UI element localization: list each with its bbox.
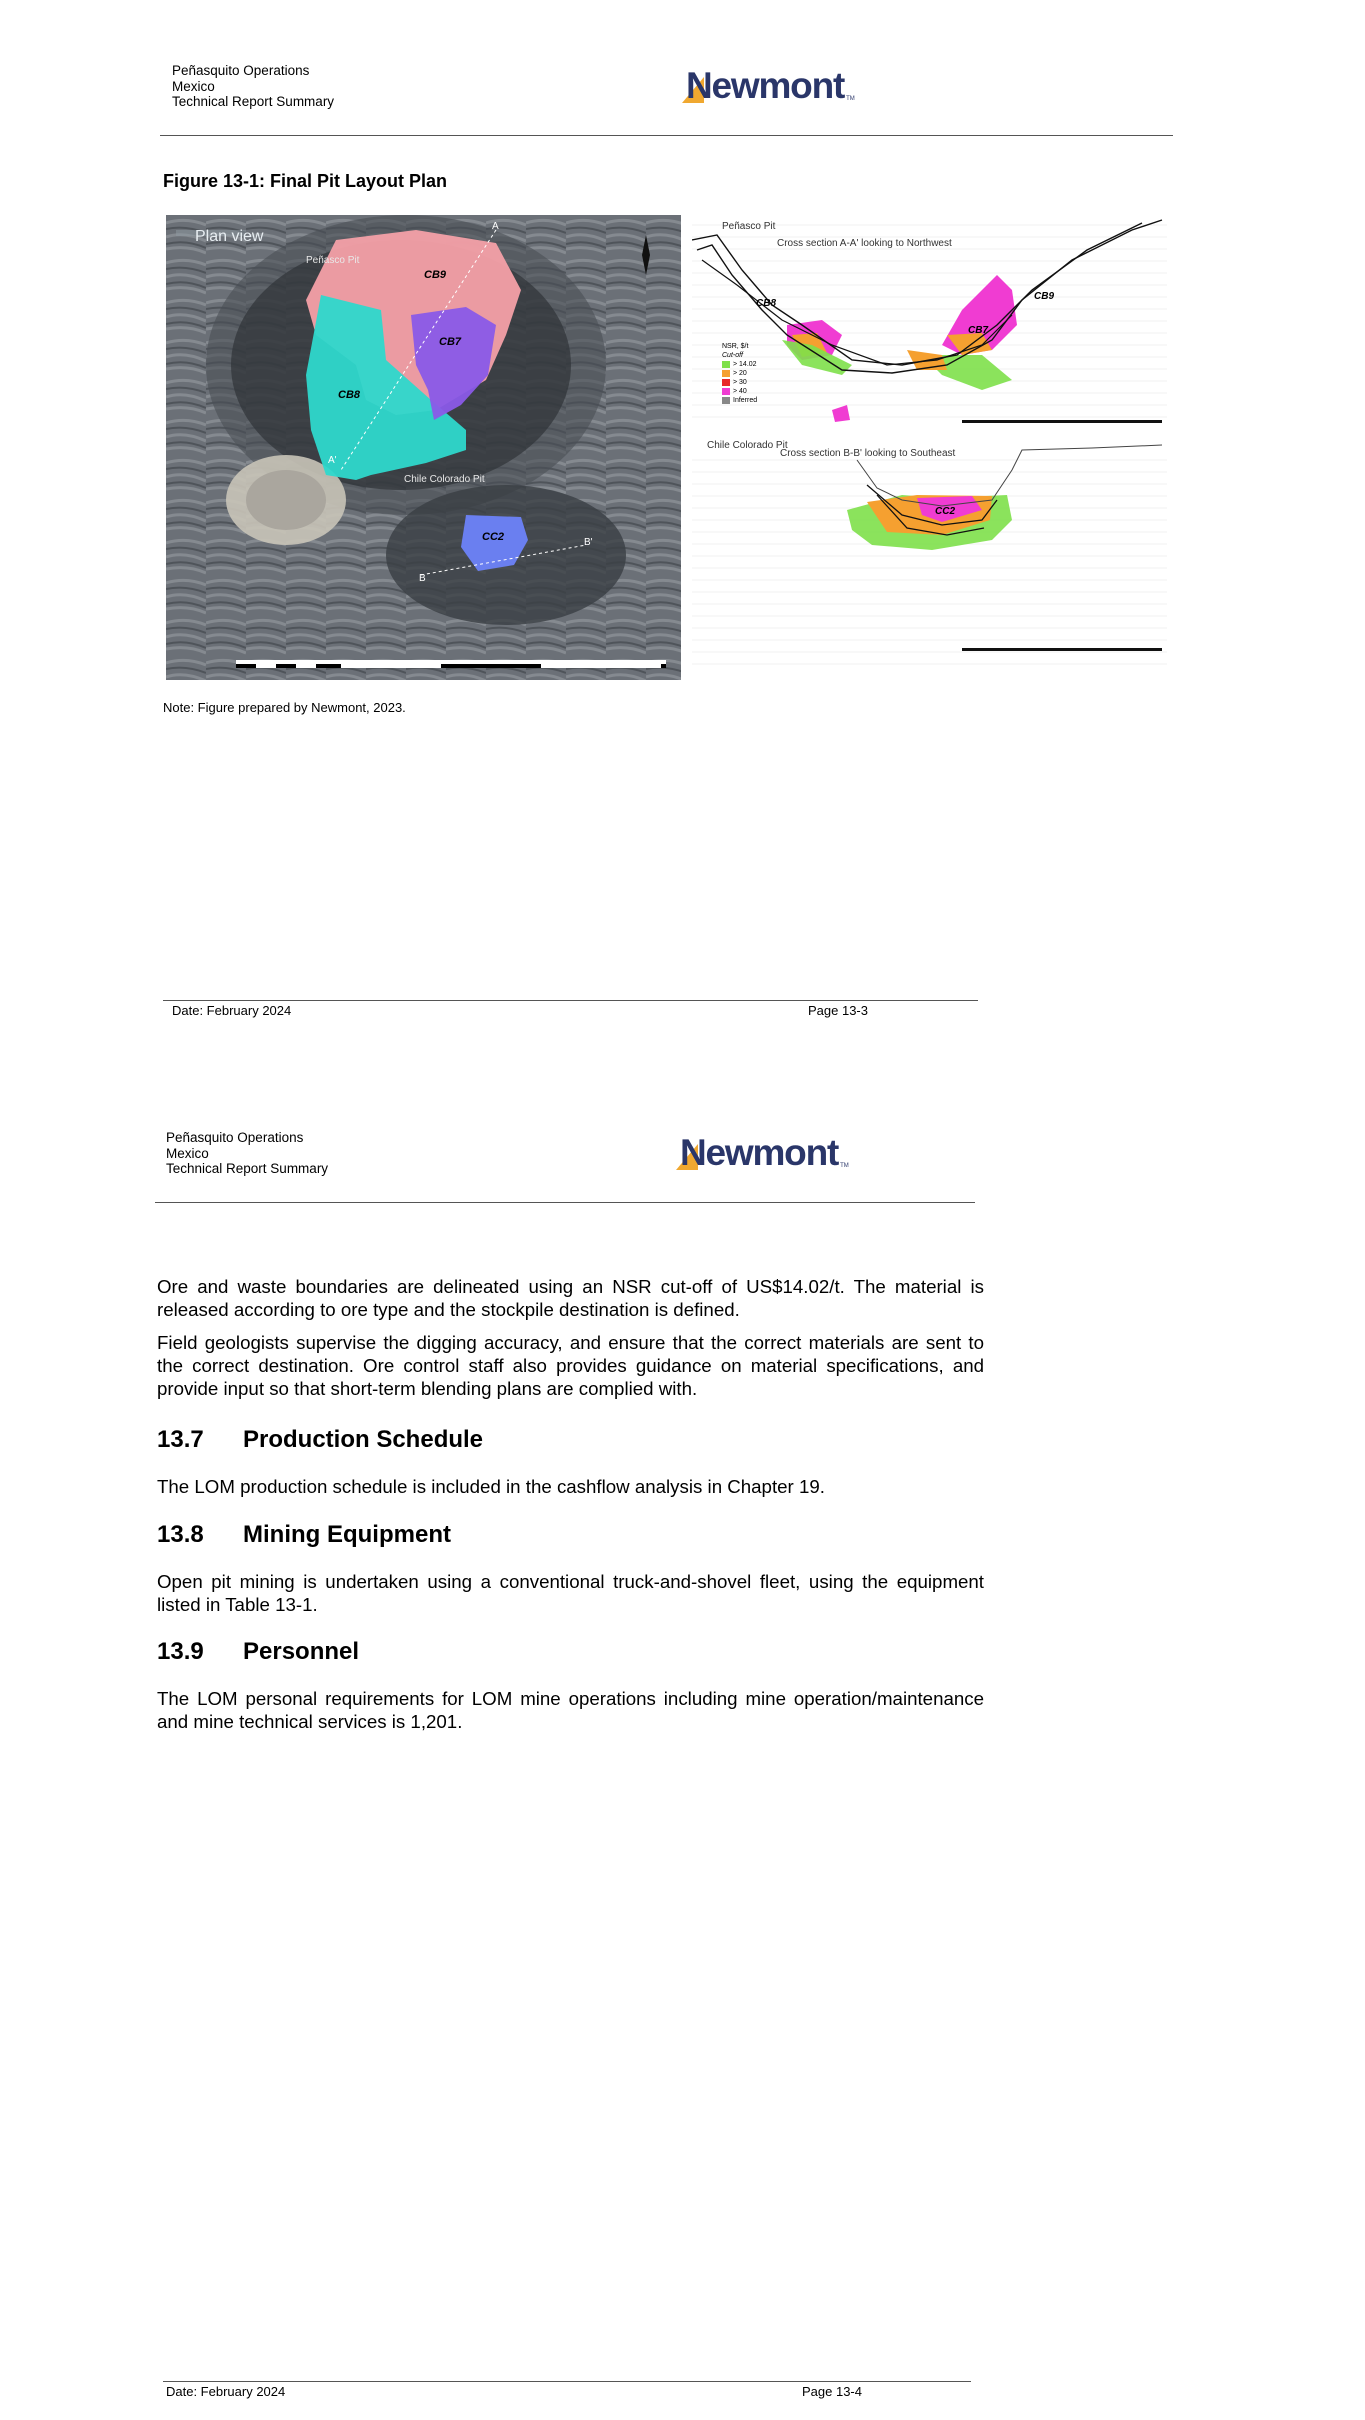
section-title: Mining Equipment — [243, 1521, 451, 1548]
section-aa-pit: Peñasco Pit — [722, 221, 776, 232]
header-doc-type: Technical Report Summary — [172, 94, 335, 109]
footer-page-number: Page 13-3 — [808, 1003, 868, 1018]
plan-label-b-right: B' — [584, 537, 593, 548]
newmont-logo — [682, 67, 855, 104]
plan-label-penasco: Peñasco Pit — [306, 255, 360, 266]
plan-label-b: B — [419, 573, 426, 584]
paragraph-personnel: The LOM personal requirements for LOM mine operations including mine operation/maintenance and mine technical services is 1,201. — [157, 1688, 984, 1732]
logo-wordmark: Newmont — [686, 65, 845, 106]
section-aa-cb8: CB8 — [756, 298, 777, 309]
legend-label: > 14.02 — [733, 361, 757, 368]
section-heading-13-9 — [157, 1638, 359, 1666]
section-number: 13.8 — [157, 1521, 204, 1548]
cross-section-bb — [692, 440, 1167, 680]
legend-item — [722, 360, 757, 369]
paragraph-production-schedule: The LOM production schedule is included in the cashflow analysis in Chapter 19. — [157, 1476, 825, 1497]
header-company: Peñasquito Operations — [172, 63, 310, 78]
footer-page-number: Page 13-4 — [802, 2384, 862, 2399]
legend-swatch — [722, 397, 730, 404]
section-number: 13.9 — [157, 1638, 204, 1665]
header-country: Mexico — [172, 78, 215, 94]
header-doc-type: Technical Report Summary — [166, 1161, 329, 1176]
legend-label: > 30 — [733, 379, 747, 386]
section-aa-title: Cross section A-A' looking to Northwest — [777, 238, 952, 249]
section-bb-cc2: CC2 — [935, 506, 956, 517]
section-aa-cb7: CB7 — [968, 325, 989, 336]
section-title: Personnel — [243, 1638, 360, 1665]
footer-date: Date: February 2024 — [166, 2384, 286, 2399]
cross-section-bb-image — [692, 440, 1167, 680]
zone-cc2-label: CC2 — [482, 531, 505, 543]
legend-label: > 20 — [733, 370, 747, 377]
header-info — [166, 1130, 328, 1177]
logo-trademark: TM — [846, 96, 855, 102]
legend-item — [722, 387, 757, 396]
logo-wordmark: Newmont — [680, 1132, 839, 1173]
plan-label-chile: Chile Colorado Pit — [404, 474, 485, 485]
plan-label-a-left: A' — [328, 455, 337, 466]
header-company: Peñasquito Operations — [166, 1130, 304, 1145]
header-rule — [160, 135, 1173, 136]
legend-title: NSR, $/t — [722, 343, 749, 350]
header-country: Mexico — [166, 1145, 209, 1161]
zone-cb8-label: CB8 — [338, 389, 361, 401]
legend-swatch — [722, 361, 730, 368]
header-info — [172, 63, 334, 110]
legend-swatch — [722, 370, 730, 377]
paragraph-mining-equipment: Open pit mining is undertaken using a conventional truck-and-shovel fleet, using the equipment listed in Table 13-1. — [157, 1571, 984, 1615]
newmont-logo — [676, 1134, 849, 1171]
legend-item — [722, 369, 757, 378]
section-number: 13.7 — [157, 1426, 204, 1453]
paragraph-ore-boundaries: Ore and waste boundaries are delineated using an NSR cut-off of US$14.02/t. The material is released according to ore type and the stockpile destination is defined. — [157, 1276, 984, 1320]
legend-label: > 40 — [733, 388, 747, 395]
legend-swatch — [722, 388, 730, 395]
section-heading-13-8 — [157, 1521, 451, 1549]
legend-label: Inferred — [733, 397, 758, 404]
figure-caption: Figure 13-1: Final Pit Layout Plan — [163, 171, 448, 191]
logo-trademark: TM — [840, 1163, 849, 1169]
section-bb-title: Cross section B-B' looking to Southeast — [780, 448, 956, 459]
figure-note: Note: Figure prepared by Newmont, 2023. — [163, 700, 406, 715]
section-aa-cb9: CB9 — [1034, 291, 1055, 302]
plan-view-image — [166, 215, 681, 680]
zone-cb9-label: CB9 — [424, 269, 447, 281]
legend-swatch — [722, 379, 730, 386]
footer-rule — [163, 1000, 978, 1001]
legend-item — [722, 396, 757, 405]
plan-view-map — [166, 215, 681, 680]
plan-view-title: Plan view — [195, 228, 264, 245]
legend-subtitle: Cut-off — [722, 352, 744, 359]
section-heading-13-7 — [157, 1426, 483, 1454]
legend-items — [722, 360, 757, 405]
header-rule — [155, 1202, 975, 1203]
nsr-legend — [722, 342, 757, 405]
section-title: Production Schedule — [243, 1426, 484, 1453]
cross-section-aa — [692, 215, 1167, 440]
section-bb-pit: Chile Colorado Pit — [707, 440, 788, 451]
plan-label-a-top: A — [492, 221, 499, 232]
paragraph-field-geologists: Field geologists supervise the digging accuracy, and ensure that the correct materials are sent to the correct destination. Ore control staff also provides guidance on material specifications, and provide input so that short-term blending plans are complied with. — [157, 1332, 984, 1399]
footer-rule — [163, 2381, 971, 2382]
legend-item — [722, 378, 757, 387]
footer-date: Date: February 2024 — [172, 1003, 292, 1018]
zone-cb7-label: CB7 — [439, 336, 462, 348]
